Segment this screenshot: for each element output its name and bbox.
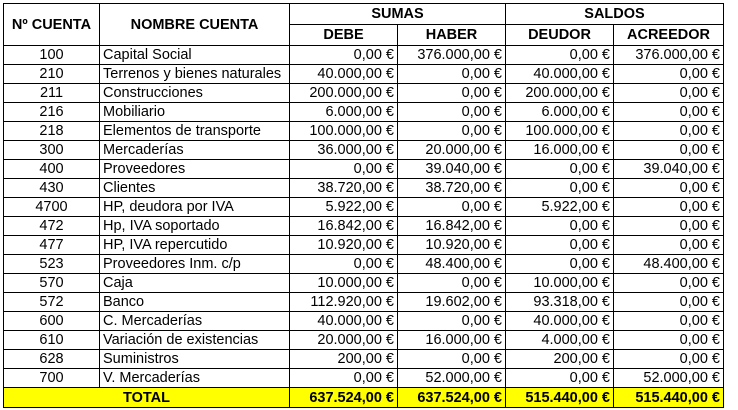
cell-account-name: Hp, IVA soportado xyxy=(100,217,290,236)
cell-account-name: Suministros xyxy=(100,350,290,369)
cell-acreedor: 39.040,00 € xyxy=(614,160,724,179)
cell-debe: 0,00 € xyxy=(290,46,398,65)
cell-haber: 52.000,00 € xyxy=(398,369,506,388)
cell-acreedor: 0,00 € xyxy=(614,84,724,103)
cell-acreedor: 0,00 € xyxy=(614,65,724,84)
cell-deudor: 6.000,00 € xyxy=(506,103,614,122)
header-account-number: Nº CUENTA xyxy=(4,4,100,46)
cell-haber: 376.000,00 € xyxy=(398,46,506,65)
cell-account-name: V. Mercaderías xyxy=(100,369,290,388)
table-row xyxy=(4,350,724,369)
cell-acreedor: 0,00 € xyxy=(614,293,724,312)
cell-acreedor: 0,00 € xyxy=(614,274,724,293)
cell-debe: 0,00 € xyxy=(290,160,398,179)
table-header xyxy=(4,4,724,46)
header-acreedor: ACREEDOR xyxy=(614,25,724,46)
cell-account-name: HP, IVA repercutido xyxy=(100,236,290,255)
cell-haber: 0,00 € xyxy=(398,65,506,84)
cell-account-number: 700 xyxy=(4,369,100,388)
cell-deudor: 10.000,00 € xyxy=(506,274,614,293)
cell-acreedor: 0,00 € xyxy=(614,103,724,122)
table-row xyxy=(4,274,724,293)
cell-deudor: 16.000,00 € xyxy=(506,141,614,160)
cell-debe: 112.920,00 € xyxy=(290,293,398,312)
cell-account-name: Capital Social xyxy=(100,46,290,65)
cell-account-number: 472 xyxy=(4,217,100,236)
header-debe: DEBE xyxy=(290,25,398,46)
cell-haber: 16.000,00 € xyxy=(398,331,506,350)
cell-acreedor: 0,00 € xyxy=(614,236,724,255)
table-row xyxy=(4,65,724,84)
cell-account-name: C. Mercaderías xyxy=(100,312,290,331)
table-row xyxy=(4,198,724,217)
cell-haber: 38.720,00 € xyxy=(398,179,506,198)
cell-haber: 0,00 € xyxy=(398,198,506,217)
cell-deudor: 5.922,00 € xyxy=(506,198,614,217)
total-deudor: 515.440,00 € xyxy=(506,388,614,408)
table-body xyxy=(4,46,724,408)
cell-account-number: 610 xyxy=(4,331,100,350)
cell-deudor: 0,00 € xyxy=(506,179,614,198)
cell-account-name: Proveedores Inm. c/p xyxy=(100,255,290,274)
cell-acreedor: 0,00 € xyxy=(614,217,724,236)
table-row xyxy=(4,84,724,103)
cell-account-name: Proveedores xyxy=(100,160,290,179)
cell-debe: 200.000,00 € xyxy=(290,84,398,103)
cell-debe: 0,00 € xyxy=(290,255,398,274)
cell-account-name: Banco xyxy=(100,293,290,312)
header-account-name: NOMBRE CUENTA xyxy=(100,4,290,46)
table-row xyxy=(4,122,724,141)
total-row xyxy=(4,388,724,408)
cell-debe: 38.720,00 € xyxy=(290,179,398,198)
cell-deudor: 0,00 € xyxy=(506,160,614,179)
cell-account-number: 300 xyxy=(4,141,100,160)
trial-balance-table xyxy=(3,3,724,408)
cell-deudor: 4.000,00 € xyxy=(506,331,614,350)
cell-haber: 20.000,00 € xyxy=(398,141,506,160)
cell-account-name: Construcciones xyxy=(100,84,290,103)
cell-account-name: Mobiliario xyxy=(100,103,290,122)
cell-haber: 0,00 € xyxy=(398,274,506,293)
cell-account-number: 477 xyxy=(4,236,100,255)
cell-haber: 16.842,00 € xyxy=(398,217,506,236)
total-acreedor: 515.440,00 € xyxy=(614,388,724,408)
cell-acreedor: 376.000,00 € xyxy=(614,46,724,65)
cell-deudor: 0,00 € xyxy=(506,46,614,65)
table-row xyxy=(4,331,724,350)
cell-haber: 19.602,00 € xyxy=(398,293,506,312)
cell-debe: 100.000,00 € xyxy=(290,122,398,141)
table-row xyxy=(4,217,724,236)
table-row xyxy=(4,293,724,312)
cell-deudor: 40.000,00 € xyxy=(506,312,614,331)
cell-debe: 0,00 € xyxy=(290,369,398,388)
header-saldos: SALDOS xyxy=(506,4,724,25)
total-haber: 637.524,00 € xyxy=(398,388,506,408)
cell-deudor: 93.318,00 € xyxy=(506,293,614,312)
cell-debe: 40.000,00 € xyxy=(290,312,398,331)
cell-debe: 200,00 € xyxy=(290,350,398,369)
cell-account-number: 4700 xyxy=(4,198,100,217)
cell-account-number: 218 xyxy=(4,122,100,141)
cell-haber: 0,00 € xyxy=(398,312,506,331)
total-debe: 637.524,00 € xyxy=(290,388,398,408)
cell-acreedor: 0,00 € xyxy=(614,141,724,160)
table-row xyxy=(4,236,724,255)
cell-account-number: 572 xyxy=(4,293,100,312)
cell-acreedor: 52.000,00 € xyxy=(614,369,724,388)
cell-acreedor: 0,00 € xyxy=(614,312,724,331)
cell-acreedor: 48.400,00 € xyxy=(614,255,724,274)
cell-account-name: Caja xyxy=(100,274,290,293)
cell-account-name: HP, deudora por IVA xyxy=(100,198,290,217)
table-row xyxy=(4,369,724,388)
cell-acreedor: 0,00 € xyxy=(614,198,724,217)
cell-haber: 0,00 € xyxy=(398,103,506,122)
cell-account-name: Variación de existencias xyxy=(100,331,290,350)
cell-haber: 48.400,00 € xyxy=(398,255,506,274)
cell-account-number: 211 xyxy=(4,84,100,103)
table-row xyxy=(4,160,724,179)
table-row xyxy=(4,255,724,274)
cell-deudor: 200.000,00 € xyxy=(506,84,614,103)
cell-debe: 20.000,00 € xyxy=(290,331,398,350)
cell-account-number: 600 xyxy=(4,312,100,331)
cell-acreedor: 0,00 € xyxy=(614,331,724,350)
cell-acreedor: 0,00 € xyxy=(614,350,724,369)
header-haber: HABER xyxy=(398,25,506,46)
cell-deudor: 200,00 € xyxy=(506,350,614,369)
cell-debe: 5.922,00 € xyxy=(290,198,398,217)
cell-account-number: 216 xyxy=(4,103,100,122)
cell-deudor: 0,00 € xyxy=(506,217,614,236)
table-row xyxy=(4,312,724,331)
cell-account-number: 628 xyxy=(4,350,100,369)
cell-debe: 6.000,00 € xyxy=(290,103,398,122)
cell-deudor: 100.000,00 € xyxy=(506,122,614,141)
cell-debe: 36.000,00 € xyxy=(290,141,398,160)
cell-haber: 0,00 € xyxy=(398,122,506,141)
cell-debe: 10.920,00 € xyxy=(290,236,398,255)
cell-account-name: Clientes xyxy=(100,179,290,198)
cell-deudor: 0,00 € xyxy=(506,255,614,274)
cell-haber: 0,00 € xyxy=(398,350,506,369)
balance-sheet xyxy=(3,3,724,408)
cell-acreedor: 0,00 € xyxy=(614,122,724,141)
cell-account-name: Elementos de transporte xyxy=(100,122,290,141)
cell-debe: 16.842,00 € xyxy=(290,217,398,236)
table-row xyxy=(4,46,724,65)
header-deudor: DEUDOR xyxy=(506,25,614,46)
cell-account-name: Terrenos y bienes naturales xyxy=(100,65,290,84)
cell-account-number: 430 xyxy=(4,179,100,198)
cell-account-number: 400 xyxy=(4,160,100,179)
cell-account-name: Mercaderías xyxy=(100,141,290,160)
table-row xyxy=(4,141,724,160)
cell-account-number: 100 xyxy=(4,46,100,65)
cell-account-number: 210 xyxy=(4,65,100,84)
cell-acreedor: 0,00 € xyxy=(614,179,724,198)
table-row xyxy=(4,179,724,198)
cell-debe: 40.000,00 € xyxy=(290,65,398,84)
cell-haber: 10.920,00 € xyxy=(398,236,506,255)
cell-deudor: 0,00 € xyxy=(506,369,614,388)
header-sumas: SUMAS xyxy=(290,4,506,25)
cell-haber: 39.040,00 € xyxy=(398,160,506,179)
cell-account-number: 523 xyxy=(4,255,100,274)
total-label: TOTAL xyxy=(4,388,290,408)
table-row xyxy=(4,103,724,122)
cell-deudor: 40.000,00 € xyxy=(506,65,614,84)
cell-debe: 10.000,00 € xyxy=(290,274,398,293)
cell-haber: 0,00 € xyxy=(398,84,506,103)
cell-deudor: 0,00 € xyxy=(506,236,614,255)
cell-account-number: 570 xyxy=(4,274,100,293)
